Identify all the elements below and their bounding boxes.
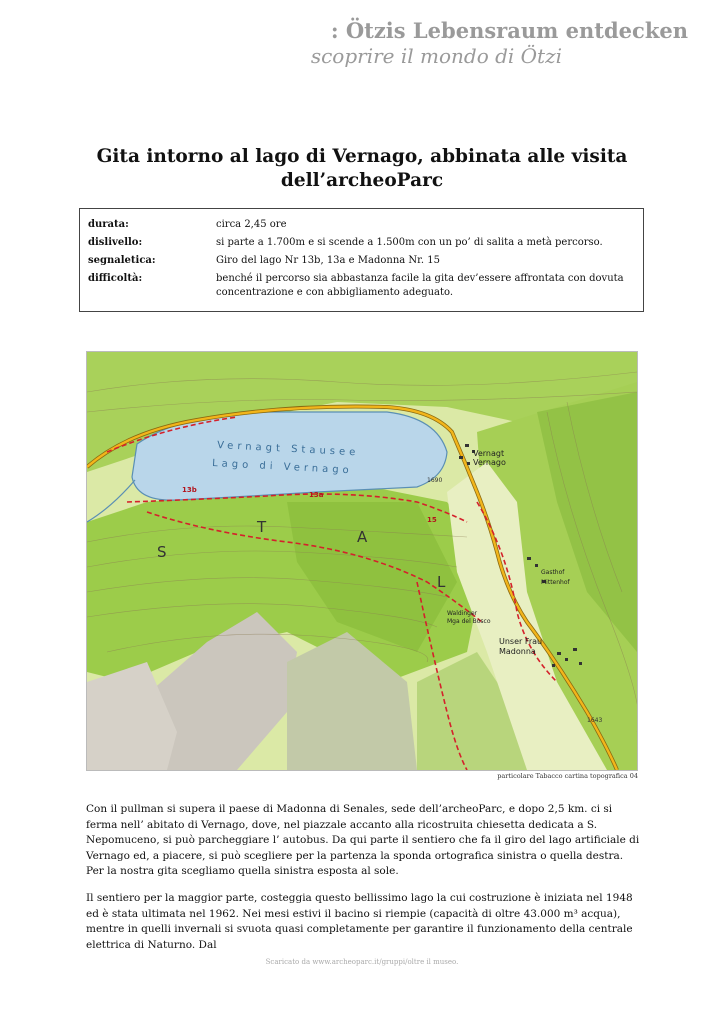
map-village-label-1: Unser Frau [499, 637, 543, 646]
map-lake-label-2: Lago di Vernago [211, 458, 353, 477]
map-lake-label-1: Vernagt Stausee [216, 440, 360, 459]
info-label: dislivello: [88, 237, 143, 248]
info-value: circa 2,45 ore [216, 219, 287, 230]
info-row-segnaletica [88, 254, 635, 268]
map-hut-label-1: Waldinger [447, 610, 478, 617]
map-town-label-2: Vernago [473, 458, 506, 467]
info-label: difficoltà: [88, 273, 143, 284]
map-elevation-2: 1643 [587, 717, 603, 724]
info-value: si parte a 1.700m e si scende a 1.500m con un po’ di salita a metà percorso. [216, 237, 603, 248]
footer-download-note: Scaricato da www.archeoparc.it/gruppi/oltre il museo. [265, 958, 459, 966]
info-label: segnaletica: [88, 255, 156, 266]
info-value: benché il percorso sia abbastanza facile la gita dev’essere affrontata con dovuta concentrazione e con abbigliamento adeguato. [216, 273, 624, 298]
map-letter-a: A [357, 528, 368, 546]
info-row-difficolta [88, 272, 635, 300]
info-row-dislivello [88, 236, 635, 250]
map-trail-number-13a: 13a [309, 491, 324, 499]
map-letter-l: L [437, 573, 446, 591]
brand-title-it: scoprire il mondo di Ötzi [310, 44, 563, 68]
info-value: Giro del lago Nr 13b, 13a e Madonna Nr. 15 [216, 255, 440, 266]
page-title-line-1: Gita intorno al lago di Vernago, abbinata alle visita [96, 146, 628, 167]
page-title-line-2: dell’archeoParc [280, 170, 444, 191]
map-place-label-1: Gasthof [541, 569, 565, 576]
page-title [90, 145, 634, 193]
map-town-label-1: Vernagt [473, 449, 505, 458]
map-svg [87, 352, 637, 770]
map-trail-number-15: 15 [427, 516, 437, 524]
map-letter-s: S [157, 543, 167, 561]
map-hut-label-2: Mga del Bosco [447, 618, 491, 625]
brand-header [310, 18, 688, 68]
map-caption: particolare Tabacco cartina topografica 04 [497, 772, 638, 780]
map-letter-t: T [257, 518, 267, 536]
info-label: durata: [88, 219, 129, 230]
map-trail-number-13b: 13b [182, 486, 197, 494]
paragraph-2: Il sentiero per la maggior parte, costeggia questo bellissimo lago la cui costruzione è iniziata nel 1948 ed è stata ultimata nel 1962. Nei mesi estivi il bacino si riempie (capacità di oltre 43.000 m³ acqua), mentre in quelli invernali si svuota quasi completamente per garantire il funzionamento della centrale elettrica di Naturno. Dal [86, 892, 633, 951]
map-village-label-2: Madonna [499, 647, 536, 656]
brand-title-de: : Ötzis Lebensraum entdecken [330, 18, 688, 43]
info-row-durata [88, 218, 635, 232]
map-elevation-1: 1690 [427, 477, 443, 484]
topographic-map [86, 351, 638, 771]
info-box [79, 208, 644, 312]
map-place-label-2: Mittenhof [541, 579, 570, 586]
paragraph-1: Con il pullman si supera il paese di Madonna di Senales, sede dell’archeoParc, e dopo 2,5 km. ci si ferma nell’ abitato di Vernago, dove, nel piazzale accanto alla ricostruita chiesetta dedicata a S. Nepomuceno, si può parcheggiare l’ autobus. Da qui parte il sentiero che fa il giro del lago artificiale di Vernago ed, a piacere, si può scegliere per la partenza la sponda ortografica sinistra o quella destra. Per la nostra gita scegliamo quella sinistra esposta al sole. [86, 803, 640, 877]
